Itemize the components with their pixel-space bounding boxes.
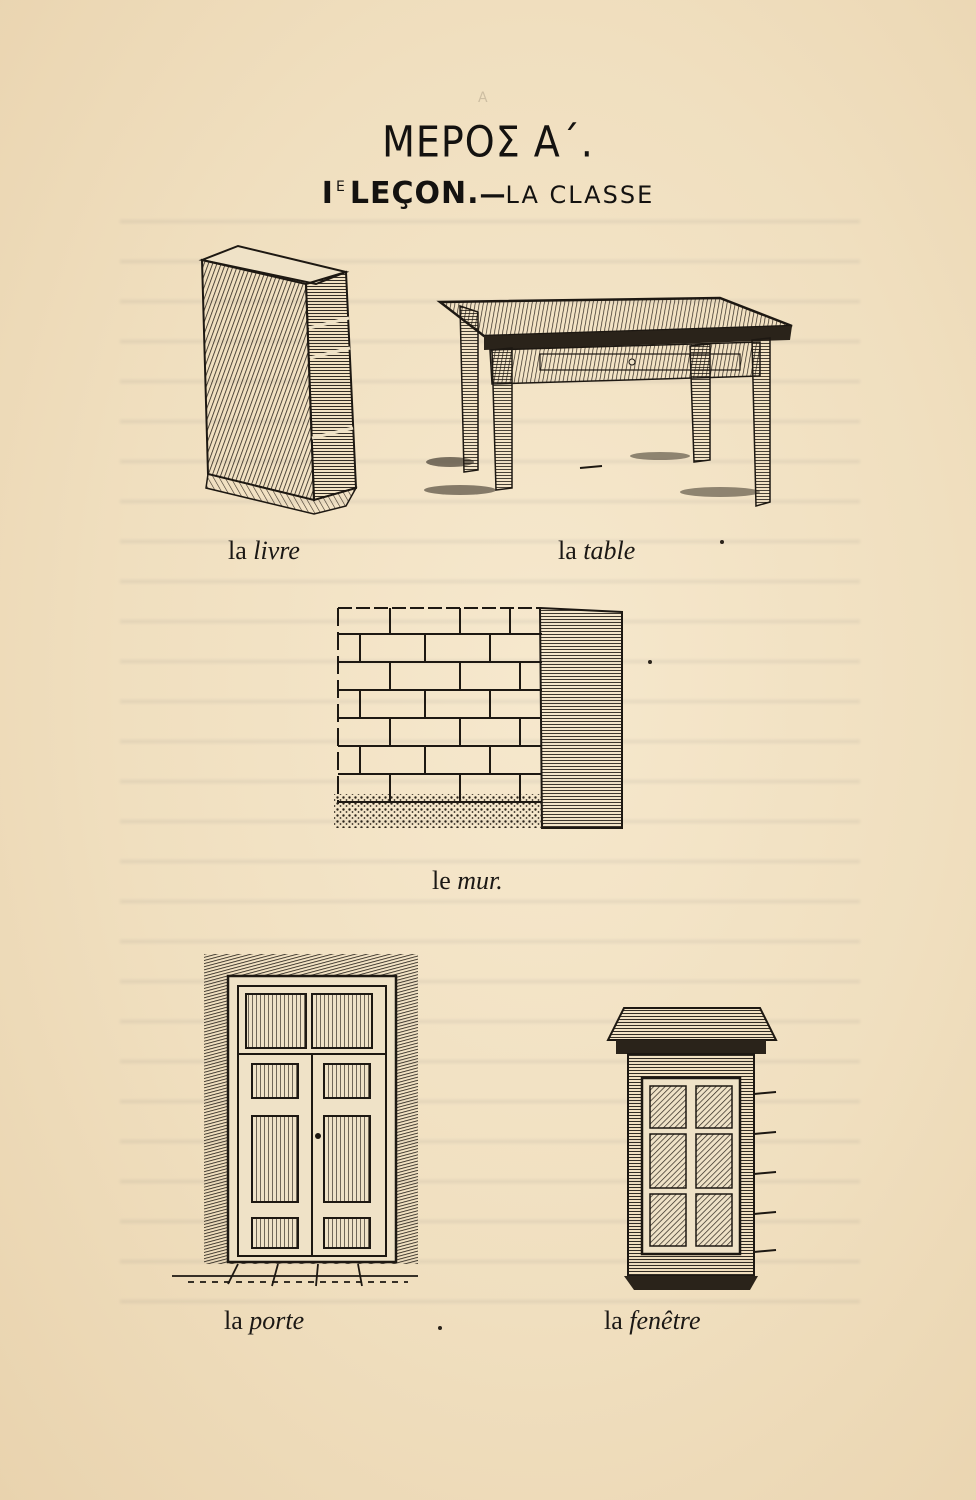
door-illustration-icon: [168, 948, 424, 1292]
lesson-number: I: [321, 176, 334, 211]
caption-mur: [432, 866, 503, 896]
caption-article: la: [604, 1306, 623, 1335]
lesson-name: LEÇON.: [349, 176, 480, 211]
lesson-dash: —: [479, 180, 506, 210]
caption-article: la: [224, 1306, 243, 1335]
ink-speck: [438, 1326, 442, 1330]
lesson-title: [0, 176, 976, 211]
brick-wall-illustration-icon: [330, 604, 630, 832]
part-title: ΜΕΡΟΣ Α΄.: [382, 117, 594, 167]
window-illustration-icon: [600, 1004, 782, 1294]
caption-word: mur.: [457, 866, 503, 895]
book-illustration-icon: [196, 238, 362, 516]
caption-article: la: [558, 536, 577, 565]
caption-table: [558, 536, 635, 566]
caption-word: livre: [253, 536, 300, 565]
lesson-topic: LA CLASSE: [505, 181, 655, 209]
caption-porte: [224, 1306, 304, 1336]
page-header-mark: A: [478, 90, 488, 106]
caption-article: le: [432, 866, 451, 895]
caption-word: table: [583, 536, 636, 565]
caption-fenetre: [604, 1306, 701, 1336]
ink-speck: [648, 660, 652, 664]
lesson-number-suffix: E: [335, 179, 345, 195]
ink-speck: [720, 540, 724, 544]
table-illustration-icon: [420, 292, 800, 514]
caption-word: fenêtre: [629, 1306, 701, 1335]
caption-article: la: [228, 536, 247, 565]
caption-livre: [228, 536, 300, 566]
caption-word: porte: [249, 1306, 305, 1335]
